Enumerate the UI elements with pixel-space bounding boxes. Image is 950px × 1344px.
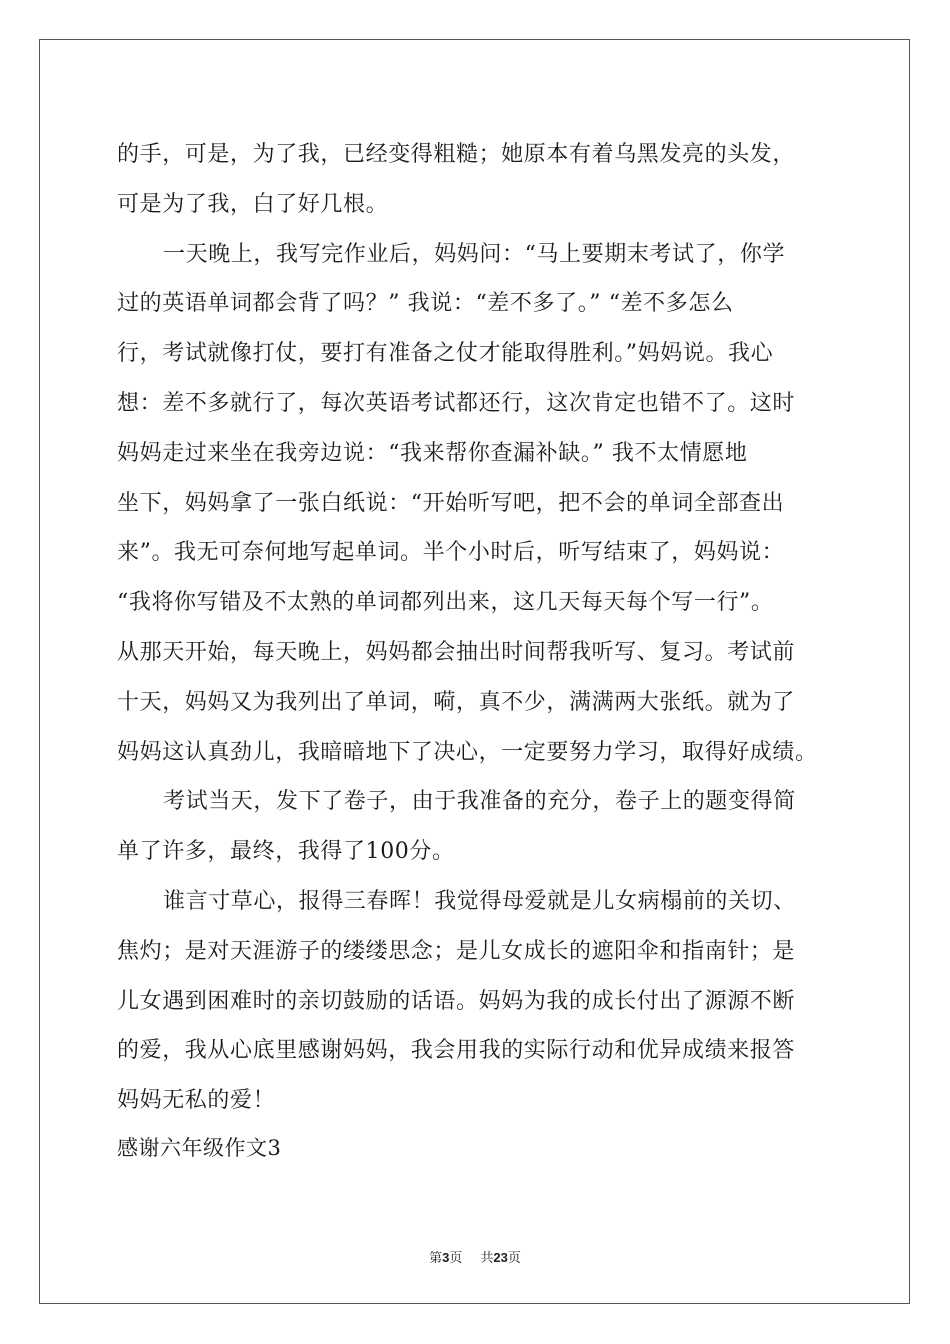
text-line: 的手，可是，为了我，已经变得粗糙；她原本有着乌黑发亮的头发， [117, 142, 796, 167]
paragraph-2 [117, 230, 847, 778]
text-line: 妈妈走过来坐在我旁边说：“我来帮你查漏补缺。” 我不太情愿地 [117, 440, 748, 466]
page-footer [0, 1247, 950, 1266]
paragraph-3 [117, 777, 847, 877]
text-line: 的爱，我从心底里感谢妈妈，我会用我的实际行动和优异成绩来报答 [117, 1038, 796, 1064]
text-line: 可是为了我，白了好几根。 [117, 191, 389, 217]
text-line: 坐下，妈妈拿了一张白纸说：“开始听写吧，把不会的单词全部查出 [117, 490, 785, 516]
text-line: 妈妈无私的爱！ [117, 1088, 276, 1114]
page-prefix: 第 [429, 1251, 443, 1266]
text-line: 从那天开始，每天晚上，妈妈都会抽出时间帮我听写、复习。考试前 [117, 639, 796, 665]
text-line: 过的英语单词都会背了吗？” 我说：“差不多了。” “差不多怎么 [117, 291, 734, 317]
text-line: 一天晚上，我写完作业后，妈妈问：“马上要期末考试了，你学 [163, 241, 786, 267]
text-line: 单了许多，最终，我得了100分。 [117, 839, 455, 865]
page-number: 3 [442, 1250, 450, 1265]
text-line: 想：差不多就行了，每次英语考试都还行，这次肯定也错不了。这时 [117, 390, 796, 416]
paragraph-1 [117, 130, 847, 230]
page-suffix: 页 [449, 1251, 463, 1266]
next-article-heading: 感谢六年级作文3 [117, 1136, 282, 1160]
text-line: 行，考试就像打仗，要打有准备之仗才能取得胜利。”妈妈说。我心 [117, 341, 774, 367]
total-suffix: 页 [507, 1251, 521, 1266]
text-line: 来”。我无可奈何地写起单词。半个小时后，听写结束了，妈妈说： [117, 540, 785, 566]
text-line: 考试当天，发下了卷子，由于我准备的充分，卷子上的题变得简 [163, 789, 796, 815]
total-pages: 23 [493, 1250, 508, 1265]
text-line: 妈妈这认真劲儿，我暗暗地下了决心，一定要努力学习，取得好成绩。 [117, 739, 818, 765]
text-line: 儿女遇到困难时的亲切鼓励的话语。妈妈为我的成长付出了源源不断 [117, 988, 796, 1014]
paragraph-4 [117, 877, 847, 1126]
text-line: “我将你写错及不太熟的单词都列出来，这几天每天每个写一行”。 [117, 590, 774, 616]
text-line: 谁言寸草心，报得三春晖！我觉得母爱就是儿女病榻前的关切、 [163, 888, 796, 914]
text-line: 十天，妈妈又为我列出了单词，嗬，真不少，满满两大张纸。就为了 [117, 689, 796, 715]
text-line: 焦灼；是对天涯游子的缕缕思念；是儿女成长的遮阳伞和指南针；是 [117, 938, 796, 964]
document-body [117, 130, 847, 1126]
total-prefix: 共 [480, 1251, 494, 1266]
